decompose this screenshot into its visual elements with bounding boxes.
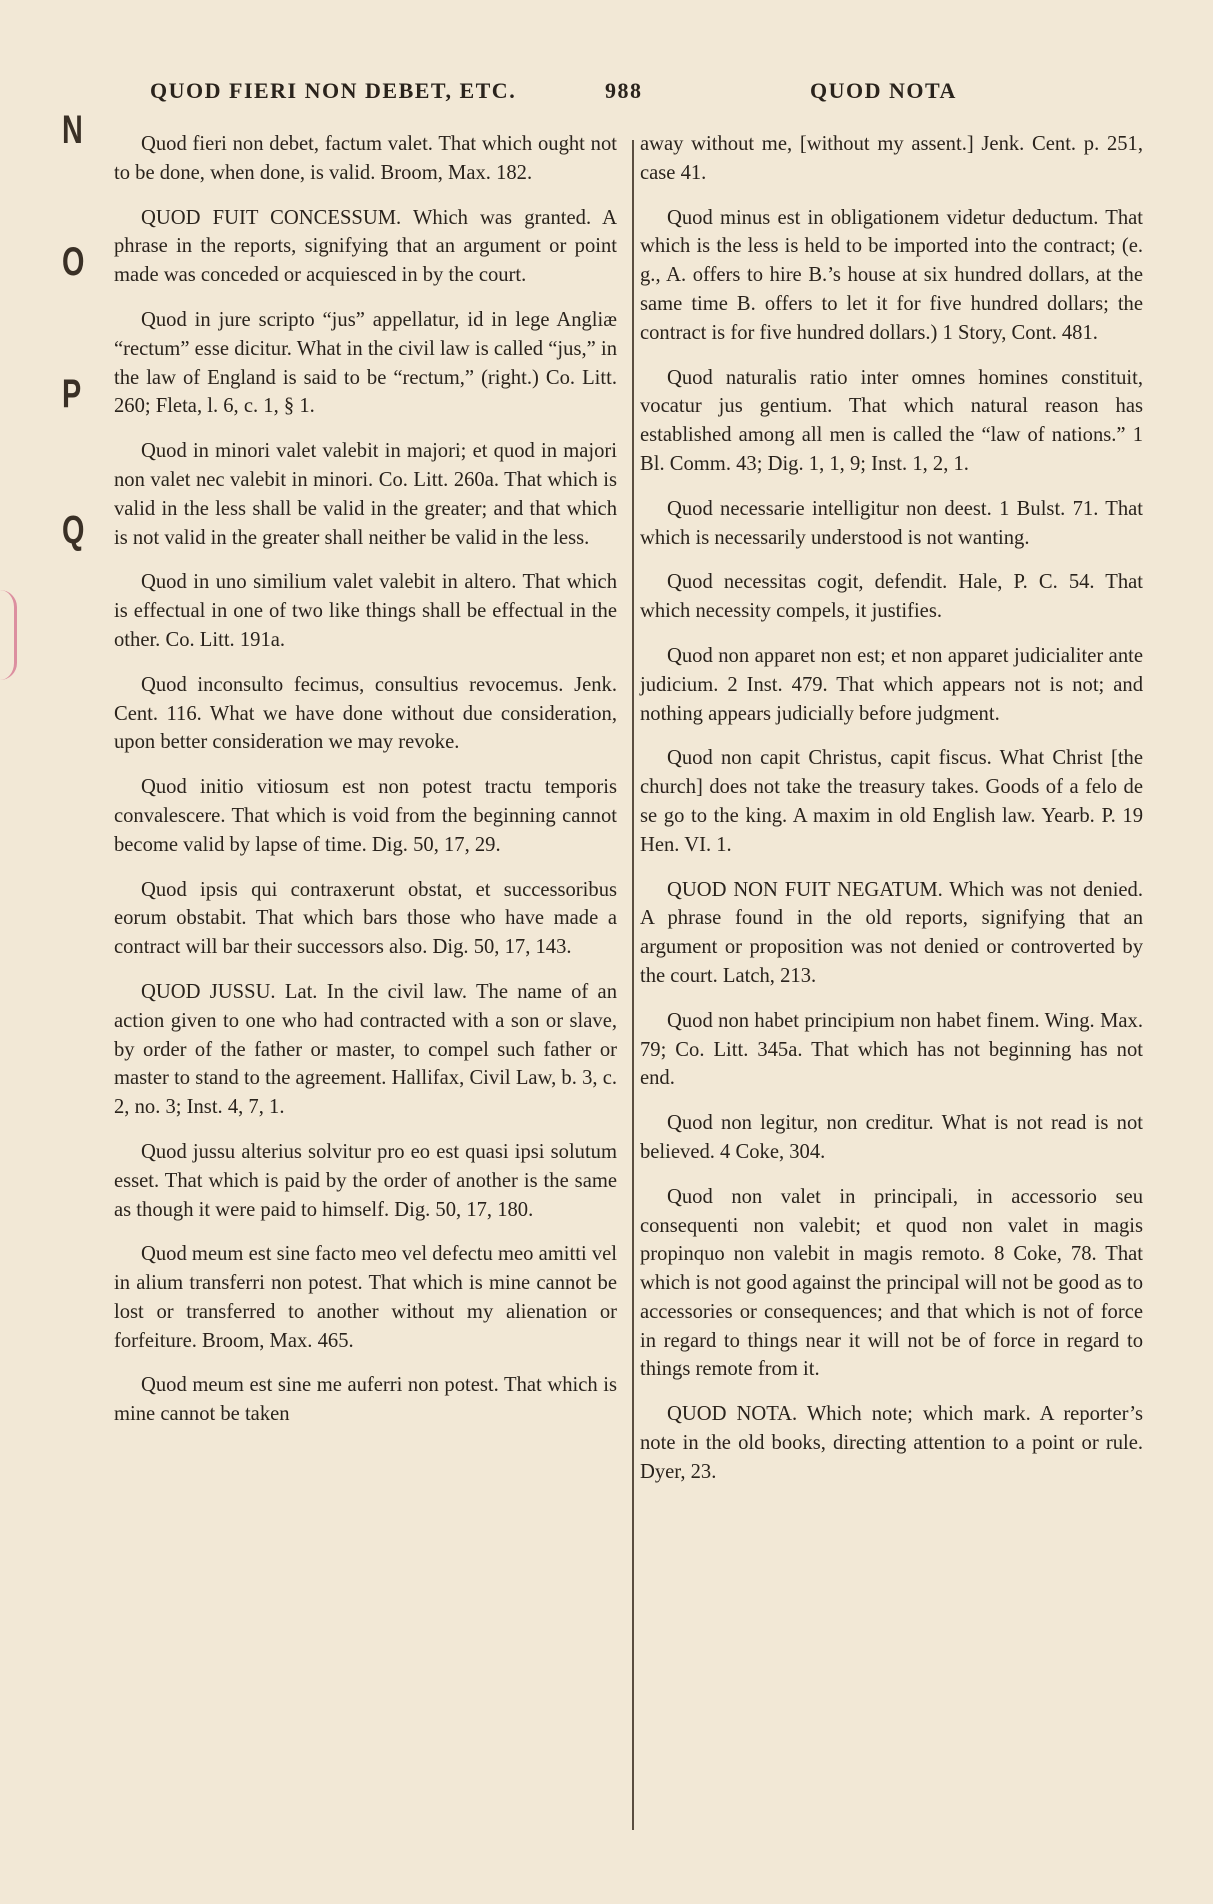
entry: Quod minus est in obligationem videtur deductum. That which is the less is held to be imported into the contract; (e. g., A. offers to hire B.’s house at six hundred dollars, at the same time B. offers to let it for five hundred dollars; the contract is for five hundred dollars.) 1 Story, Cont. 481.: [640, 206, 1143, 344]
entry: Quod initio vitiosum est non potest tractu temporis convalescere. That which is void from the beginning cannot become valid by lapse of time. Dig. 50, 17, 29.: [114, 776, 617, 856]
running-head: [0, 74, 1213, 110]
entry: QUOD FUIT CONCESSUM. Which was granted. A phrase in the reports, signifying that an argument or point made was conceded or acquiesced in by the court.: [114, 206, 617, 287]
margin-pencil-mark: [0, 590, 17, 680]
entry: QUOD NOTA. Which note; which mark. A reporter’s note in the old books, directing attention to a point or rule. Dyer, 23.: [640, 1403, 1143, 1483]
entry: Quod necessarie intelligitur non deest. 1 Bulst. 71. That which is necessarily understood is not wanting.: [640, 497, 1143, 549]
entry: Quod in jure scripto “jus” appellatur, id in lege Angliæ “rectum” esse dicitur. What in the civil law is called “jus,” in the law of England is said to be “rectum,” (right.) Co. Litt. 260; Fleta, l. 6, c. 1, § 1.: [114, 308, 617, 418]
column-divider: [632, 140, 634, 1830]
entry: Quod ipsis qui contraxerunt obstat, et successoribus eorum obstabit. That which bars those who have made a contract will bar their successors also. Dig. 50, 17, 143.: [114, 878, 617, 959]
entry: Quod non valet in principali, in accessorio seu consequenti non valebit; et quod non valet in magis propinquo non valebit in magis remoto. 8 Coke, 78. That which is not good against the principal will not be good as to accessories or consequences; and that which is not of force in regard to things near it will not be of force in regard to things remote from it.: [640, 1185, 1143, 1381]
entry: Quod non habet principium non habet finem. Wing. Max. 79; Co. Litt. 345a. That which has not beginning has not end.: [640, 1009, 1143, 1090]
entry: Quod meum est sine me auferri non potest. That which is mine cannot be taken: [114, 1374, 617, 1426]
header-left-catchword: QUOD FIERI NON DEBET, ETC.: [150, 78, 517, 103]
entry: Quod in minori valet valebit in majori; et quod in majori non valet nec valebit in minori. Co. Litt. 260a. That which is valid in the less shall be valid in the greater; and that which is not valid in the greater shall neither be valid in the less.: [114, 440, 617, 549]
entry: QUOD JUSSU. Lat. In the civil law. The name of an action given to one who had contracted with a son or slave, by order of the father or master, to compel such father or master to stand to the agreement. Hallifax, Civil Law, b. 3, c. 2, no. 3; Inst. 4, 7, 1.: [114, 980, 617, 1119]
entry: Quod jussu alterius solvitur pro eo est quasi ipsi solutum esset. That which is paid by the order of another is the same as though it were paid to himself. Dig. 50, 17, 180.: [114, 1140, 617, 1221]
left-column: [114, 130, 617, 1445]
entry: Quod necessitas cogit, defendit. Hale, P. C. 54. That which necessity compels, it justifies.: [640, 571, 1143, 623]
thumb-index-p: P: [62, 372, 82, 416]
entry: Quod non legitur, non creditur. What is not read is not believed. 4 Coke, 304.: [640, 1112, 1143, 1163]
entry: Quod inconsulto fecimus, consultius revocemus. Jenk. Cent. 116. What we have done without due consideration, upon better consideration we may revoke.: [114, 673, 617, 754]
thumb-index-q: Q: [62, 508, 85, 552]
entry-continuation: away without me, [without my assent.] Jenk. Cent. p. 251, case 41.: [640, 133, 1143, 184]
header-right-catchword: QUOD NOTA: [810, 78, 957, 103]
right-column: [640, 130, 1143, 1503]
page-number: 988: [605, 78, 643, 103]
thumb-index-o: O: [62, 240, 85, 284]
entry: Quod naturalis ratio inter omnes homines constituit, vocatur jus gentium. That which natural reason has established among all men is called the “law of nations.” 1 Bl. Comm. 43; Dig. 1, 1, 9; Inst. 1, 2, 1.: [640, 366, 1143, 475]
entry: Quod fieri non debet, factum valet. That which ought not to be done, when done, is valid. Broom, Max. 182.: [114, 133, 617, 184]
entry: Quod non capit Christus, capit fiscus. What Christ [the church] does not take the treasury takes. Goods of a felo de se go to the king. A maxim in old English law. Yearb. P. 19 Hen. VI. 1.: [640, 747, 1143, 856]
entry: Quod in uno similium valet valebit in altero. That which is effectual in one of two like things shall be effectual in the other. Co. Litt. 191a.: [114, 571, 617, 651]
thumb-index-n: N: [62, 108, 83, 152]
entry: QUOD NON FUIT NEGATUM. Which was not denied. A phrase found in the old reports, signifying that an argument or proposition was not denied or controverted by the court. Latch, 213.: [640, 878, 1143, 987]
entry: Quod meum est sine facto meo vel defectu meo amitti vel in alium transferri non potest. That which is mine cannot be lost or transferred to another without my alienation or forfeiture. Broom, Max. 465.: [114, 1243, 617, 1352]
entry: Quod non apparet non est; et non apparet judicialiter ante judicium. 2 Inst. 479. That which appears not is not; and nothing appears judicially before judgment.: [640, 644, 1143, 725]
